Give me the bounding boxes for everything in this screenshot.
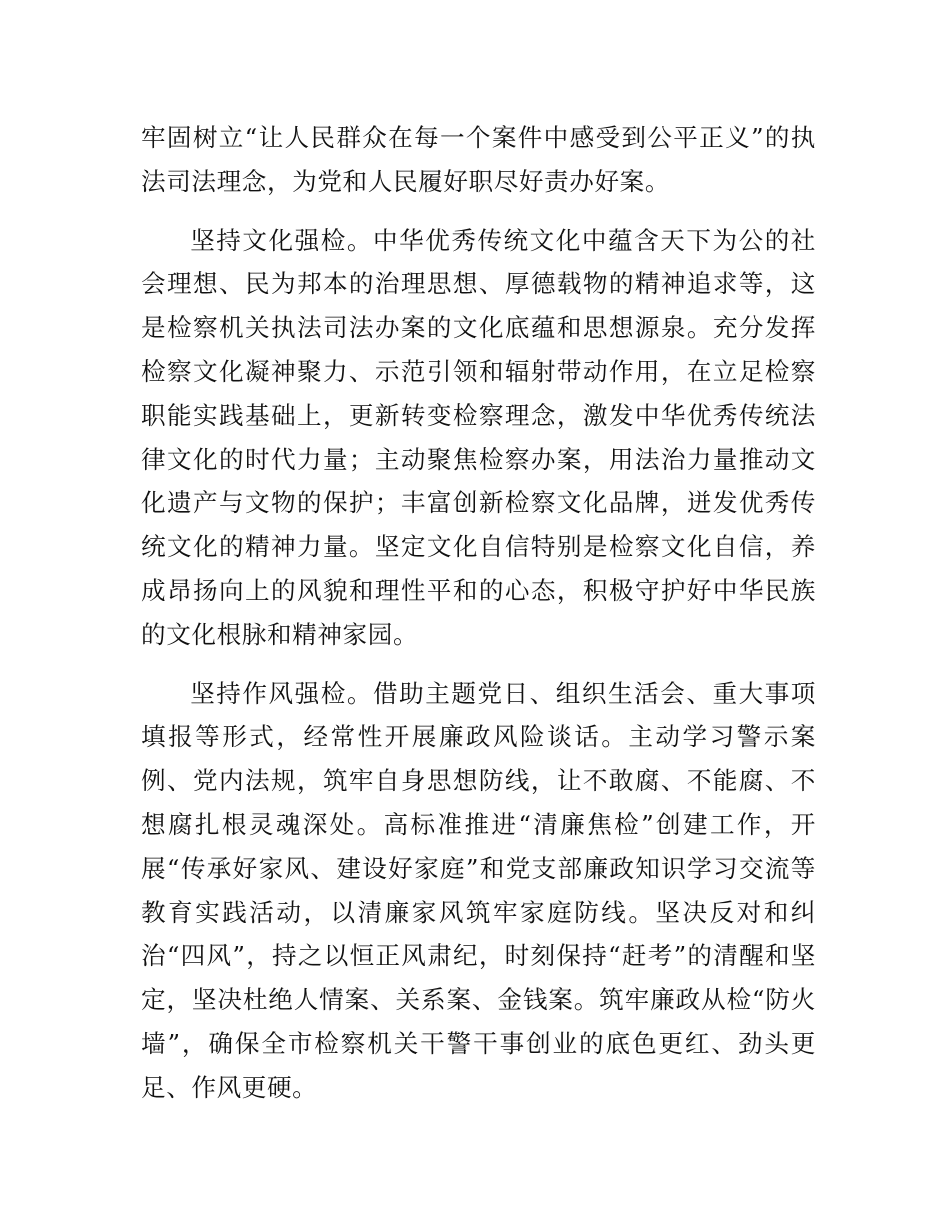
document-body bbox=[141, 116, 816, 1110]
paragraph-continuation: 牢固树立“让人民群众在每一个案件中感受到公平正义”的执法司法理念，为党和人民履好职尽好责办好案。 bbox=[141, 123, 816, 196]
paragraph-culture: 坚持文化强检。中华优秀传统文化中蕴含天下为公的社会理想、民为邦本的治理思想、厚德载物的精神追求等，这是检察机关执法司法办案的文化底蕴和思想源泉。充分发挥检察文化凝神聚力、示范引领和辐射带动作用，在立足检察职能实践基础上，更新转变检察理念，激发中华优秀传统法律文化的时代力量；主动聚焦检察办案，用法治力量推动文化遗产与文物的保护；丰富创新检察文化品牌，迸发优秀传统文化的精神力量。坚定文化自信特别是检察文化自信，养成昂扬向上的风貌和理性平和的心态，积极守护好中华民族的文化根脉和精神家园。 bbox=[141, 225, 816, 649]
paragraph-conduct: 坚持作风强检。借助主题党日、组织生活会、重大事项填报等形式，经常性开展廉政风险谈话。主动学习警示案例、党内法规，筑牢自身思想防线，让不敢腐、不能腐、不想腐扎根灵魂深处。高标准推进“清廉焦检”创建工作，开展“传承好家风、建设好家庭”和党支部廉政知识学习交流等教育实践活动，以清廉家风筑牢家庭防线。坚决反对和纠治“四风”，持之以恒正风肃纪，时刻保持“赶考”的清醒和坚定，坚决杜绝人情案、关系案、金钱案。筑牢廉政从检“防火墙”，确保全市检察机关干警干事创业的底色更红、劲头更足、作风更硬。 bbox=[141, 678, 816, 1102]
